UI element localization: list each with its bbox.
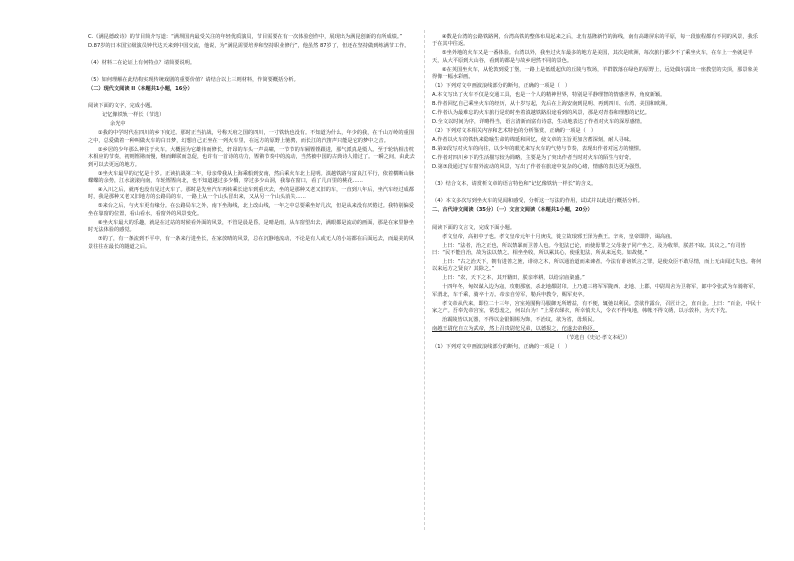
passage-paragraph-r2: ⑤坐外地的火车又是一番体验。台湾以外，我坐过火车最多的地方是美国，其次是欧洲，每次旅行都少不了乘坐火车，在车上一坐就是半天，从大平原到大山谷，看到的都是与故乡迥然不同的景色。: [432, 50, 753, 64]
question-5: （5）如何理解在此结构实现传统戏剧的重要价值？请结合以上三则材料，作简要概括分析。: [88, 77, 299, 83]
section-heading-reading-2: （二）现代文阅读 II（本题共1小题，16分）: [88, 86, 193, 92]
left-column: [88, 34, 418, 253]
passage-paragraph-r1: ④数是台湾的公路铁路网，台湾高铁的整体布局起来之后，北有基隆新竹的海线，南有高雄屏东的平原，每一段旅程都有不同的风景，我乐于在其中往返。: [432, 34, 758, 48]
question-1-option-d: D.全文以时间为序，详略得当，语言清新而富有诗意，生动地表达了作者对火车的深厚感情。: [432, 119, 646, 126]
classical-intro: 阅读下面的文言文，完成下面小题。: [432, 224, 516, 231]
passage-paragraph-3: ③坐火车最早的记忆是十岁。正读抗战第二年，母亲带我从上海乘船到安南，然后乘火车北上昆明。滇越铁路与富良江平行，依着横断山脉蝶蝶的余势，江水滚滚向南，车轮铿铿向北，也不知道越过多少橋，穿过多少山洞，我靠在窗口，看了几百里的桃花……: [88, 170, 414, 185]
classical-paragraph-1: 孝文皇帝，高祖中子也。孝文皇帝元年十月庚戌，徙立故琅邪王泽为燕王。辛亥，皇帝即阼，谒高庙。: [442, 233, 676, 240]
classical-underlined-sentence: 南越王尉佗自立为武帝，然上召贵尉佗兄弟，以德报之，佗遂去帝称臣。: [432, 326, 599, 333]
passage-paragraph-7: ⑦的了，有一条流到不平中，有一条来行进坐长，在家放晴的风景，总在沉静地流动，不论是有人或无人的小站都在后面远去，而最美的风景往往在最长的隧道之后。: [88, 236, 414, 250]
passage-title: 记忆像铁轨一样长（节选）: [102, 112, 165, 119]
question-2-option-a: A.作者以火车的铁轨来隐喻生命的绵延和回忆，使文章的主旨更加含蓄深刻，耐人寻味。: [432, 137, 635, 144]
classical-paragraph-6: 孝文帝从代来，即位二十三年，宫室苑囿狗马服御无所增益，有不便，辄弛以利民。尝欲作露台，召匠计之，直百金。上曰：“百金，中民十家之产。吾奉先帝宫室，常恐羞之，何以台为！”上常衣绨衣，所幸慎夫人，令衣不得曳地，帏帐不得文绣，以示敦朴，为天下先。: [432, 300, 762, 315]
passage-paragraph-2: ②乡居的少年那么神往于火车。大概因为它雄伟而修长，轩昂的车头一声高啸，一节节的车厢铿铿跟进，那气派真是慑人。至于轮轨相击枕木相应的节奏，初则铿锵而慢，继而蝉联而急促，也许有一首诗的功力，铿锵节奏中的流动，当然被中国的古典诗人错过了。一瞬之间，由此去到可以去更远的地方。: [88, 146, 415, 168]
right-column: [432, 34, 762, 353]
classical-paragraph-7: 治霸陵皆以瓦器，不得以金银铜锡为饰，不治坟，欲为省，毋烦民。: [442, 317, 598, 324]
question-2-option-d: D.第⑦段通过写车窗外流动的风景，写出了作者在旅途中复杂的心绪，情感的表达更为强烈。: [432, 164, 645, 171]
question-4: （4）本文多次写到坐火车的见闻和感受，分析这一写法的作用，试试并以此进行概括分析。: [432, 198, 643, 205]
question-2-option-b: B.第②段写对火车的向往，以少年的眼光来写火车的气势与节奏，表现出作者对远方的憧憬。: [432, 146, 645, 153]
question-1-option-b: B.作者回忆自己乘坐火车的经历，从十岁写起，先后在上海安南到昆明、再到四川、台湾、美国和欧洲。: [432, 101, 671, 108]
passage-author: 余光中: [110, 121, 126, 128]
question-2: （2）下列对文本相关内容和艺术特色的分析鉴赏，正确的一项是（ ）: [432, 128, 597, 135]
classical-source: （节选自《史记·孝文本纪》）: [563, 335, 631, 342]
option-d-text: D.87岁的日本国宝级演员钟代达天来到中国交流，他说，为“满昆需要培养和坚持职业修行”，他虽然 87岁了，但还在坚持做到练满节工作。: [88, 43, 410, 49]
question-1: （1）下列对文中画波浪线部分的断句，正确的一项是（ ）: [432, 83, 571, 90]
option-c-text: C.《满昆德政诗》的节目简介写道：“满坝国内最受关注的年轻优质演员，节目需要在有一次体验创作中，展现出为满昆创新的有所成绩。”: [88, 34, 403, 40]
question-4: （4）材料二在论证上有何特点？请简要说明。: [88, 60, 196, 66]
classical-paragraph-3: 上曰：“古之治天下，朝有进善之旌，诽谤之木，所以通治道而来谏者。今法有诽谤妖言之罪，是使众臣不敢尽情，而上无由闻过失也。将何以来远方之贤良？其除之。”: [432, 259, 762, 273]
classical-paragraph-5: 十四年冬，匈奴谋入边为寇，攻朝那塞，杀北地都尉卬。上乃遣三将军军陇西、北地、上郡，中尉周舍为卫将军，郎中令张武为车骑将军，军渭北，车千乘，骑卒十万。帝亲自劳军，勒兵申教令，赐军吏卒。: [432, 284, 759, 298]
classical-paragraph-2: 上曰：“法者，治之正也，所以禁暴而卫善人也。今犯法已论，而使毋罪之父母妻子同产坐之，及为收帑，朕甚不取。其议之。”有司皆曰：“民不能自治，故为法以禁之。相坐坐收，所以累其心，使重犯法，所从来远矣。如故便。”: [432, 242, 746, 257]
passage-paragraph-1: ①我的中学时代在四川的乡下度过。那时正当抗战，号称天府之国的四川，一寸铁轨也没有。不知道为什么，年少的我，在千山万岭的重围之中，总爱做着一种叫做火车的白日梦，幻想自己正坐在一列火车里，在远方的原野上驰骋，而长江的汽笛声只能是它的梦中之音。: [88, 130, 414, 144]
passage-paragraph-6: ⑥坐火车最大的乐趣，就是在过站的时候看外面的风景，不管是晨是昏，是晴是雨，从车窗望出去，满眼都是流动的画面，那是在家里静坐时无法体验的感觉。: [88, 219, 414, 234]
passage-paragraph-5: ⑤来台之后，与火车更有缘分。在公路局车之外，南下坐海线，北上改山线，一年之中总要乘坐好几次，但是从来没有厌倦过。我特别偏爱坐在靠窗的位置，看山看水，看窗外的风景变化。: [88, 203, 414, 217]
passage-paragraph-4: ④入川之后，就再也没有见过火车了。那时是先坐汽车再转乘长途车到重庆去，坐的是那种又老又旧的车，一直到八年后，坐汽车经过成都时，我是那种又老又旧地方的公路局的车，一路上从一个山头冒出来，又从另一个山头消失……: [88, 187, 414, 201]
reading-intro: 阅读下面的文字，完成小题。: [88, 103, 156, 110]
question-2-option-c: C.作者对四川乡下的生活描写较为简略，主要是为了突出作者当时对火车的陌生与好奇。: [432, 155, 635, 162]
question-1-option-c: C.作者认为最难忘的火车旅行是幼时坐着滇越铁路沿途看到的风景，那是对青春和理想的记忆。: [432, 110, 650, 117]
passage-paragraph-r3: ⑥在英国坐火车，从伦敦到爱丁堡，一路上是低缓起伏的丘陵与牧场，羊群散落在绿色的原野上，远处偶尔露出一座教堂的尖顶，那景象美得像一幅水彩画。: [432, 66, 758, 81]
classical-question-1: （1）下列对文中画波浪线部分的断句，正确的一项是（ ）: [432, 344, 571, 351]
question-1-option-a: A.本文写出了火车不仅是交通工具，也是一个人的精神世界，特别是平静理智的情感世界，角度新颖。: [432, 92, 666, 99]
question-3: （3）结合文本，请赏析文章的语言特色和“记忆像铁轨一样长”的含义。: [432, 181, 597, 188]
classical-paragraph-4: 上曰：“农，天下之本，其开籍田，朕亲率耕，以给宗庙粢盛。”: [442, 275, 585, 282]
column-divider: [424, 30, 425, 530]
section-heading-classical: 二、古代诗文阅读（35分）（一）文言文阅读（本题共1小题，20分）: [432, 207, 593, 214]
